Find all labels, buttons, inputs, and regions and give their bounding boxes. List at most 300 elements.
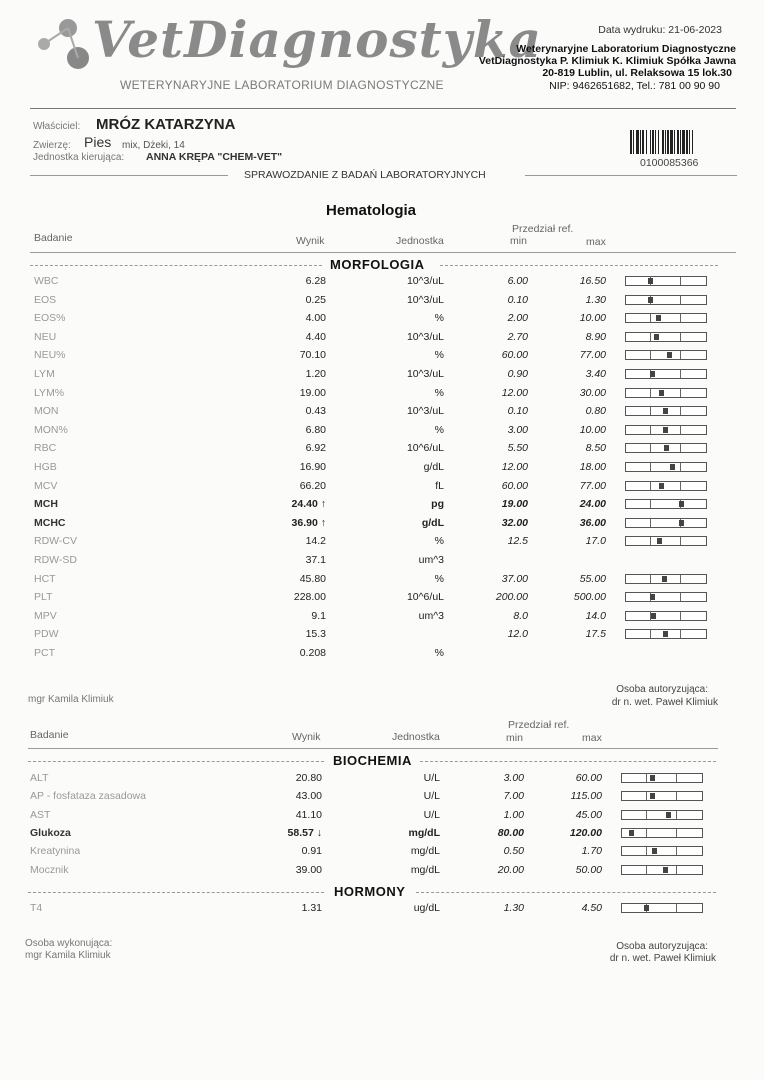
result-unit: U/L [423,808,440,821]
ref-min: 32.00 [501,516,528,529]
table-row [0,644,764,662]
reference-range-bar [621,828,703,838]
owner-label: Właściciel: [33,121,81,132]
result-unit: g/dL [423,461,444,473]
bio-authorizer-name: dr n. wet. Paweł Klimiuk [609,953,716,964]
range-max-tick [676,847,677,855]
result-unit: % [434,647,444,659]
range-min-tick [650,407,651,415]
ref-max: 18.00 [579,461,606,473]
result-value: 0.25 [305,293,326,306]
ref-max: 8.90 [585,330,606,343]
range-max-tick [680,444,681,452]
table-row [0,824,760,842]
reference-range-bar [621,791,703,801]
reference-range-bar [625,332,707,342]
range-min-tick [650,426,651,434]
col-header-max: max [586,236,606,248]
result-value: 228.00 [293,591,326,604]
test-name: HCT [34,572,56,585]
test-name: Kreatynina [30,845,81,858]
result-unit: 10^6/uL [406,591,444,604]
ref-max: 3.40 [585,368,606,380]
result-marker [651,613,656,619]
bio-col-header-ref: Przedział ref. [508,719,570,731]
table-row [0,861,760,879]
range-min-tick [646,792,647,800]
table-row [0,272,764,290]
range-max-tick [676,792,677,800]
test-name: MCV [34,479,58,492]
morfologia-rule-left [30,265,322,266]
table-row [0,532,764,550]
ref-min: 12.5 [507,535,528,548]
reference-range-bar [625,276,707,286]
range-max-tick [676,829,677,837]
result-value: 4.00 [305,312,326,325]
ref-max: 1.30 [585,293,606,306]
result-unit: um^3 [418,609,444,622]
animal-species: Pies [84,134,112,150]
test-name: HGB [34,461,57,473]
range-min-tick [646,811,647,819]
ref-min: 12.00 [501,461,528,473]
col-header-result: Wynik [296,235,325,247]
test-name: NEU% [34,349,66,362]
result-marker [629,830,634,836]
table-row [0,458,764,476]
result-unit: % [434,386,444,399]
biochemia-rule-right [420,761,716,762]
ref-min: 60.00 [501,479,528,492]
ref-max: 4.50 [581,902,602,914]
result-unit: g/dL [421,516,444,529]
referring-unit-name: ANNA KRĘPA "CHEM-VET" [146,151,283,163]
reference-range-bar [625,350,707,360]
table-row [0,365,764,383]
reference-range-bar [621,903,703,913]
test-name: RBC [34,442,57,455]
result-value: 1.31 [301,902,322,914]
reference-range-bar [625,425,707,435]
hema-authorizer-name: dr n. wet. Paweł Klimiuk [611,697,718,708]
reference-range-bar [625,443,707,453]
range-max-tick [676,774,677,782]
result-unit: ug/dL [413,902,440,914]
result-marker [656,315,661,321]
table-row [0,309,764,327]
table-row [0,495,764,513]
hema-authorizer-label: Osoba autoryzująca: [616,684,708,695]
table-row [0,328,764,346]
table-row [0,842,760,860]
test-name: RDW-SD [34,554,77,566]
range-min-tick [650,537,651,545]
logo [30,8,542,98]
bio-header-rule [28,748,718,749]
test-name: LYM% [34,386,65,399]
ref-min: 20.00 [497,863,524,876]
ref-max: 10.00 [579,423,606,436]
range-max-tick [680,593,681,601]
ref-min: 5.50 [507,442,528,455]
result-unit: mg/dL [410,845,440,858]
result-marker [663,867,668,873]
ref-min: 60.00 [501,349,528,362]
result-marker [662,576,667,582]
result-unit: um^3 [418,554,444,566]
range-min-tick [650,630,651,638]
ref-max: 30.00 [579,386,606,399]
table-row [0,402,764,420]
result-value: 43.00 [295,790,322,803]
reference-range-bar [625,388,707,398]
ref-min: 19.00 [501,498,528,511]
reference-range-bar [625,499,707,509]
bio-col-header-unit: Jednostka [392,731,440,743]
test-name: RDW-CV [34,535,77,548]
table-row [0,570,764,588]
table-row [0,769,760,787]
reference-range-bar [621,773,703,783]
range-max-tick [676,866,677,874]
bio-authorizer-label: Osoba autoryzująca: [616,941,708,952]
section-title-hematology: Hematologia [326,202,417,219]
range-min-tick [646,866,647,874]
result-value: 41.10 [295,808,322,821]
ref-max: 115.00 [570,790,602,803]
result-unit: mg/dL [410,863,440,876]
hormony-rule-right [416,892,716,893]
ref-max: 77.00 [579,479,606,492]
result-marker [648,278,653,284]
section-hormony: HORMONY [334,884,406,899]
result-value: 45.80 [299,572,326,585]
range-min-tick [650,389,651,397]
result-marker [654,334,659,340]
result-unit: 10^3/uL [406,405,444,418]
ref-max: 1.70 [581,845,602,858]
range-max-tick [680,537,681,545]
test-name: NEU [34,330,57,343]
result-value: 0.91 [301,845,322,858]
range-min-tick [646,829,647,837]
ref-min: 3.00 [503,772,524,784]
ref-max: 8.50 [585,442,606,455]
hema-performer: mgr Kamila Klimiuk [28,694,114,705]
lab-address: 20-819 Lublin, ul. Relaksowa 15 lok.30 [542,67,732,79]
logo-subtitle: WETERYNARYJNE LABORATORIUM DIAGNOSTYCZNE [120,78,444,92]
bio-col-header-test: Badanie [30,729,69,741]
test-name: MCHC [34,516,66,529]
result-value: 6.80 [305,423,326,436]
ref-min: 0.10 [507,405,528,418]
result-marker [666,812,671,818]
header-divider [30,108,736,109]
result-unit: U/L [423,790,440,803]
result-marker [652,848,657,854]
ref-max: 17.5 [585,628,606,641]
table-row [0,787,760,805]
logo-wordmark: VetDiagnostyka [92,10,542,69]
test-name: PCT [34,647,55,659]
result-marker [657,538,662,544]
ref-max: 36.00 [579,516,606,529]
ref-max: 120.00 [569,826,602,839]
bio-col-header-min: min [506,732,523,744]
ref-min: 1.00 [503,808,524,821]
report-title-rule-left [30,175,228,176]
result-value: 0.43 [305,405,326,418]
reference-range-bar [625,518,707,528]
range-max-tick [680,612,681,620]
test-name: T4 [30,902,43,914]
hormony-rule-left [28,892,324,893]
result-marker [644,905,649,911]
test-name: WBC [34,275,59,287]
result-value: 1.20 [305,368,326,380]
result-value: 58.57 ↓ [287,826,322,839]
result-value: 15.3 [305,628,326,641]
result-unit: pg [431,498,444,511]
reference-range-bar [625,369,707,379]
result-value: 6.28 [305,275,326,287]
animal-label: Zwierzę: [33,140,71,151]
range-min-tick [650,333,651,341]
col-header-ref: Przedział ref. [512,223,574,235]
test-name: AP - fosfataza zasadowa [30,790,146,803]
table-row [0,384,764,402]
range-max-tick [680,333,681,341]
test-name: MCH [34,498,58,511]
test-name: LYM [34,368,55,380]
test-name: ALT [30,772,49,784]
reference-range-bar [621,846,703,856]
result-value: 70.10 [299,349,326,362]
result-marker [650,371,655,377]
reference-range-bar [625,295,707,305]
result-marker [667,352,672,358]
result-marker [659,483,664,489]
table-row [0,346,764,364]
range-min-tick [650,351,651,359]
morfologia-rule-right [440,265,718,266]
ref-min: 2.00 [507,312,528,325]
table-row [0,625,764,643]
ref-min: 0.10 [507,293,528,306]
ref-max: 50.00 [575,863,602,876]
ref-max: 14.0 [585,609,606,622]
range-min-tick [650,482,651,490]
result-marker [663,408,668,414]
result-marker [679,520,684,526]
ref-max: 16.50 [579,275,606,287]
ref-min: 12.00 [501,386,528,399]
ref-min: 8.0 [513,609,528,622]
bio-performer-name: mgr Kamila Klimiuk [25,950,111,961]
ref-min: 12.0 [507,628,528,641]
ref-max: 60.00 [575,772,602,784]
result-marker [679,501,684,507]
reference-range-bar [625,592,707,602]
animal-details: mix, Dżeki, 14 [122,140,185,151]
result-marker [650,793,655,799]
table-row [0,588,764,606]
range-min-tick [650,575,651,583]
lab-contact: NIP: 9462651682, Tel.: 781 00 90 90 [549,80,720,92]
ref-max: 24.00 [579,498,606,511]
table-row [0,899,760,917]
reference-range-bar [625,481,707,491]
range-max-tick [680,407,681,415]
col-header-test: Badanie [34,232,73,244]
ref-min: 200.00 [495,591,528,604]
ref-max: 45.00 [575,808,602,821]
result-marker [659,390,664,396]
range-min-tick [650,519,651,527]
result-unit: % [434,312,444,325]
biochemia-rule-left [28,761,324,762]
result-value: 0.208 [299,647,326,659]
ref-min: 0.50 [503,845,524,858]
table-row [0,291,764,309]
range-max-tick [680,389,681,397]
bio-performer-label: Osoba wykonująca: [25,938,113,949]
range-min-tick [650,444,651,452]
result-unit: 10^3/uL [406,293,444,306]
range-max-tick [676,904,677,912]
range-max-tick [680,463,681,471]
report-title-rule-right [525,175,737,176]
range-max-tick [680,575,681,583]
range-max-tick [680,296,681,304]
lab-name-line2: VetDiagnostyka P. Klimiuk K. Klimiuk Spółka Jawna [478,55,736,67]
col-header-unit: Jednostka [396,235,444,247]
ref-min: 6.00 [507,275,528,287]
ref-max: 10.00 [579,312,606,325]
test-name: AST [30,808,51,821]
ref-min: 3.00 [507,423,528,436]
range-max-tick [680,482,681,490]
table-row [0,421,764,439]
ref-min: 7.00 [503,790,524,803]
hema-header-rule [30,252,736,253]
result-value: 14.2 [305,535,326,548]
test-name: MON% [34,423,68,436]
ref-min: 1.30 [503,902,524,914]
test-name: MPV [34,609,57,622]
reference-range-bar [625,536,707,546]
result-value: 37.1 [305,554,326,566]
range-max-tick [680,314,681,322]
test-name: Mocznik [30,863,69,876]
ref-min: 80.00 [497,826,524,839]
test-name: MON [34,405,59,418]
result-marker [648,297,653,303]
result-unit: % [434,572,444,585]
table-row [0,514,764,532]
test-name: PDW [34,628,59,641]
test-name: Glukoza [30,826,71,839]
ref-max: 500.00 [573,591,606,604]
reference-range-bar [625,629,707,639]
table-row [0,439,764,457]
result-unit: U/L [423,772,440,784]
range-max-tick [680,277,681,285]
table-row [0,551,764,569]
result-unit: % [434,423,444,436]
lab-name-line1: Weterynaryjne Laboratorium Diagnostyczne [516,43,736,55]
result-unit: 10^3/uL [406,368,444,380]
reference-range-bar [621,810,703,820]
result-value: 4.40 [305,330,326,343]
report-title: SPRAWOZDANIE Z BADAŃ LABORATORYJNYCH [244,169,486,181]
range-max-tick [680,426,681,434]
ref-max: 77.00 [579,349,606,362]
range-max-tick [680,370,681,378]
result-marker [650,775,655,781]
range-min-tick [650,314,651,322]
reference-range-bar [625,574,707,584]
barcode [630,130,720,154]
reference-range-bar [625,611,707,621]
print-date: Data wydruku: 21-06-2023 [598,24,722,36]
reference-range-bar [625,462,707,472]
result-value: 66.20 [299,479,326,492]
result-marker [664,445,669,451]
section-biochemia: BIOCHEMIA [333,753,412,768]
table-row [0,477,764,495]
range-max-tick [680,351,681,359]
result-value: 36.90 ↑ [291,516,326,529]
result-marker [663,427,668,433]
ref-max: 0.80 [585,405,606,418]
test-name: PLT [34,591,53,604]
range-max-tick [680,630,681,638]
owner-name: MRÓZ KATARZYNA [96,116,236,133]
ref-min: 37.00 [501,572,528,585]
result-marker [670,464,675,470]
barcode-number: 0100085366 [640,157,699,169]
result-unit: 10^6/uL [406,442,444,455]
range-min-tick [646,774,647,782]
result-value: 19.00 [299,386,326,399]
result-value: 20.80 [295,772,322,784]
range-min-tick [650,463,651,471]
result-unit: mg/dL [408,826,440,839]
range-min-tick [650,500,651,508]
ref-max: 17.0 [585,535,606,548]
result-unit: % [434,349,444,362]
result-unit: 10^3/uL [406,330,444,343]
range-min-tick [646,847,647,855]
result-unit: % [434,535,444,548]
logo-molecule-icon [30,14,100,84]
reference-range-bar [625,406,707,416]
result-marker [650,594,655,600]
bio-col-header-result: Wynik [292,731,321,743]
ref-min: 2.70 [507,330,528,343]
col-header-min: min [510,235,527,247]
result-unit: fL [435,479,444,492]
ref-min: 0.90 [507,368,528,380]
reference-range-bar [625,313,707,323]
reference-range-bar [621,865,703,875]
table-row [0,806,760,824]
referring-unit-label: Jednostka kierująca: [33,152,125,163]
result-value: 24.40 ↑ [291,498,326,511]
range-max-tick [676,811,677,819]
